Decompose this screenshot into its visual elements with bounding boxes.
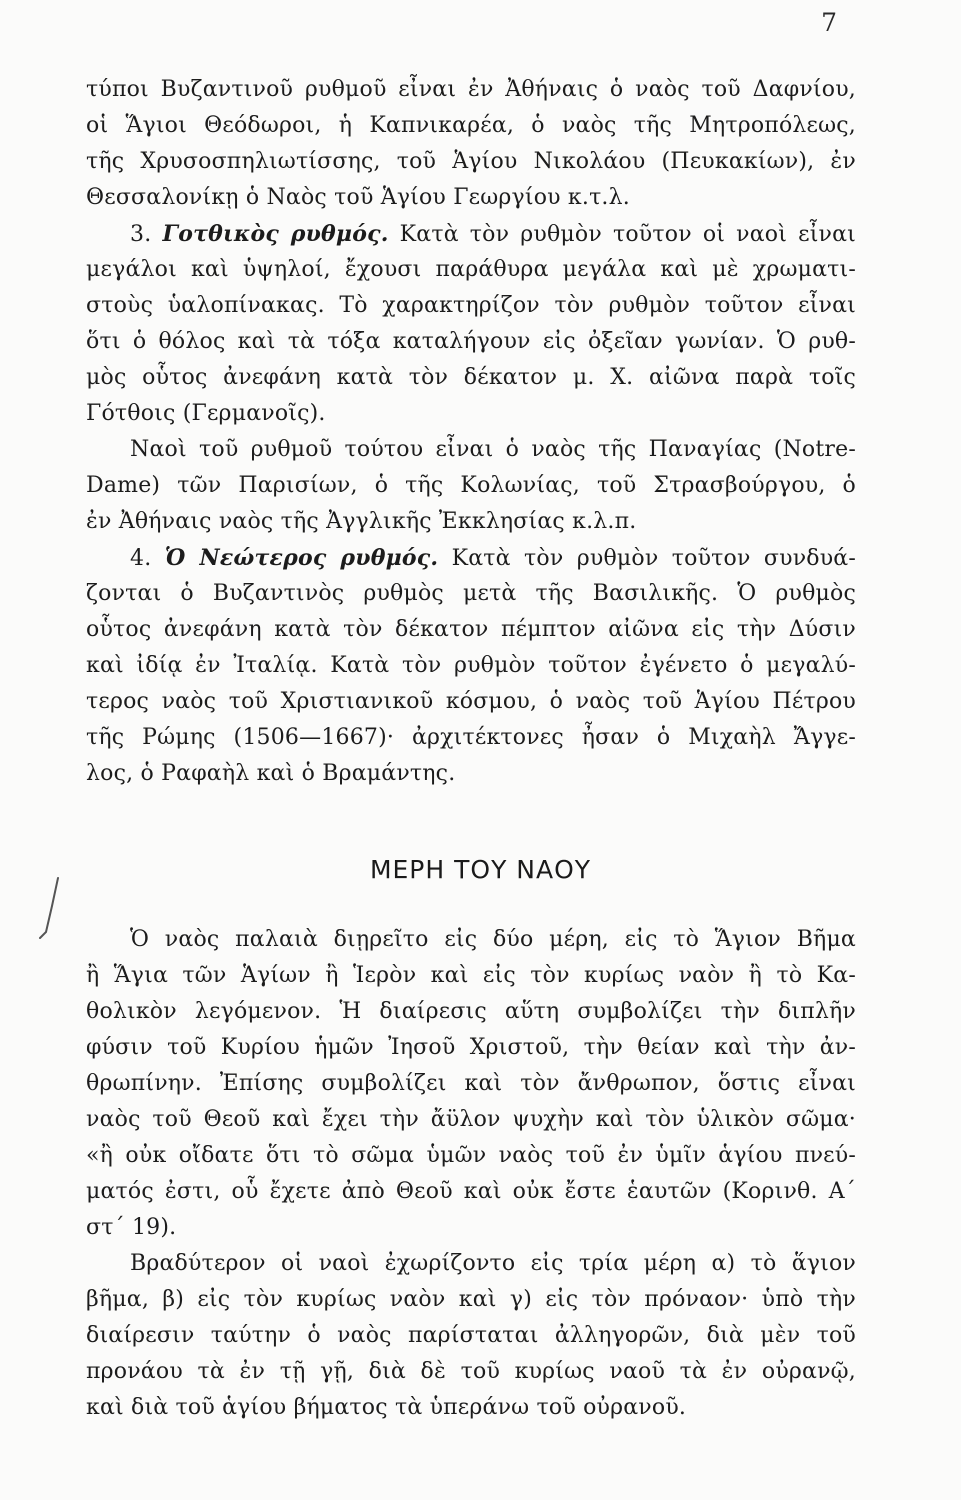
text-line: στ΄ 19). [86, 1215, 177, 1240]
text-line: θρωπίνην. Ἐπίσης συμβολίζει καὶ τὸν ἄνθρωπον, ὅστις εἶναι [86, 1071, 856, 1096]
text-line: μὸς οὗτος ἀνεφάνη κατὰ τὸν δέκατον μ. Χ. αἰῶνα παρὰ τοῖς [86, 365, 856, 390]
text-line: μεγάλοι καὶ ὑψηλοί, ἔχουσι παράθυρα μεγάλα καὶ μὲ χρωματι- [86, 257, 856, 282]
text-line: ὅτι ὁ θόλος καὶ τὰ τόξα καταλήγουν εἰς ὀξεῖαν γωνίαν. Ὁ ρυθ- [86, 329, 856, 354]
text-line: τερος ναὸς τοῦ Χριστιανικοῦ κόσμου, ὁ ναὸς τοῦ Ἁγίου Πέτρου [86, 689, 856, 714]
text-line: οἱ Ἅγιοι Θεόδωροι, ἡ Καπνικαρέα, ὁ ναὸς τῆς Μητροπόλεως, [86, 113, 856, 138]
gothic-style-title: Γοτθικὸς ρυθμός. [162, 221, 389, 247]
text-fragment: Κατὰ τὸν ρυθμὸν τοῦτον συνδυά- [451, 546, 856, 571]
section-parts-text [86, 922, 856, 1426]
item-number: 3. [130, 222, 152, 247]
text-line: διαίρεσιν ταύτην ὁ ναὸς παρίσταται ἀλληγορῶν, διὰ μὲν τοῦ [86, 1323, 856, 1348]
text-line: θολικὸν λεγόμενον. Ἡ διαίρεσις αὕτη συμβολίζει τὴν διπλῆν [86, 999, 856, 1024]
section-heading: ΜΕΡΗ ΤΟΥ ΝΑΟΥ [369, 855, 592, 884]
page-number: 7 [821, 8, 837, 37]
modern-style-title: Ὁ Νεώτερος ρυθμός. [164, 545, 439, 571]
item-number: 4. [130, 546, 152, 571]
text-line: στοὺς ὑαλοπίνακας. Τὸ χαρακτηρίζον τὸν ρυθμὸν τοῦτον εἶναι [86, 293, 856, 318]
text-line: ἢ Ἅγια τῶν Ἁγίων ἢ Ἱερὸν καὶ εἰς τὸν κυρίως ναὸν ἢ τὸ Κα- [86, 963, 856, 988]
text-line: Γότθοις (Γερμανοῖς). [86, 401, 326, 426]
text-line: καὶ διὰ τοῦ ἁγίου βήματος τὰ ὑπεράνω τοῦ οὐρανοῦ. [86, 1395, 687, 1420]
text-line: Ὁ ναὸς παλαιὰ διῃρεῖτο εἰς δύο μέρη, εἰς τὸ Ἅγιον Βῆμα [130, 927, 856, 952]
gothic-style-paragraph-start [86, 216, 856, 252]
text-line: Θεσσαλονίκῃ ὁ Ναὸς τοῦ Ἁγίου Γεωργίου κ.τ.λ. [86, 185, 630, 210]
text-line: ζονται ὁ Βυζαντινὸς ρυθμὸς μετὰ τῆς Βασιλικῆς. Ὁ ρυθμὸς [86, 581, 856, 606]
text-line: τῆς Ρώμης (1506—1667)· ἀρχιτέκτονες ἦσαν ὁ Μιχαὴλ Ἄγγε- [86, 725, 856, 750]
text-line: οὗτος ἀνεφάνη κατὰ τὸν δέκατον πέμπτον αἰῶνα εἰς τὴν Δύσιν [86, 617, 856, 642]
text-line: προνάου τὰ ἐν τῇ γῇ, διὰ δὲ τοῦ κυρίως ναοῦ τὰ ἐν οὐρανῷ, [86, 1359, 856, 1384]
text-line: καὶ ἰδίᾳ ἐν Ἰταλίᾳ. Κατὰ τὸν ρυθμὸν τοῦτον ἐγένετο ὁ μεγαλύ- [86, 653, 856, 678]
text-line: Ναοὶ τοῦ ρυθμοῦ τούτου εἶναι ὁ ναὸς τῆς Παναγίας (Notre- [130, 437, 856, 462]
text-line: τῆς Χρυσοσπηλιωτίσσης, τοῦ Ἁγίου Νικολάου (Πευκακίων), ἐν [86, 149, 856, 174]
text-line: ἐν Ἀθήναις ναὸς τῆς Ἀγγλικῆς Ἐκκλησίας κ.λ.π. [86, 509, 637, 534]
text-line: τύποι Βυζαντινοῦ ρυθμοῦ εἶναι ἐν Ἀθήναις ὁ ναὸς τοῦ Δαφνίου, [86, 77, 856, 102]
text-line: Βραδύτερον οἱ ναοὶ ἐχωρίζοντο εἰς τρία μέρη α) τὸ ἅγιον [130, 1251, 856, 1276]
text-line: «ἢ οὐκ οἴδατε ὅτι τὸ σῶμα ὑμῶν ναὸς τοῦ ἐν ὑμῖν ἁγίου πνεύ- [86, 1143, 856, 1168]
text-line: βῆμα, β) εἰς τὸν κυρίως ναὸν καὶ γ) εἰς τὸν πρόναον· ὑπὸ τὴν [86, 1287, 856, 1312]
text-line: ναὸς τοῦ Θεοῦ καὶ ἔχει τὴν ἄϋλον ψυχὴν καὶ τὸν ὑλικὸν σῶμα· [86, 1107, 856, 1132]
text-line: λος, ὁ Ραφαὴλ καὶ ὁ Βραμάντης. [86, 761, 456, 786]
text-line: φύσιν τοῦ Κυρίου ἡμῶν Ἰησοῦ Χριστοῦ, τὴν θείαν καὶ τὴν ἀν- [86, 1035, 856, 1060]
text-line: Dame) τῶν Παρισίων, ὁ τῆς Κολωνίας, τοῦ Στρασβούργου, ὁ [86, 473, 856, 498]
text-line: ματός ἐστι, οὗ ἔχετε ἀπὸ Θεοῦ καὶ οὐκ ἔστε ἑαυτῶν (Κορινθ. Α΄ [86, 1179, 856, 1204]
text-fragment: Κατὰ τὸν ρυθμὸν τοῦτον οἱ ναοὶ εἶναι [399, 222, 856, 247]
modern-style-paragraph-start [86, 540, 856, 576]
section-styles-text [86, 72, 856, 792]
